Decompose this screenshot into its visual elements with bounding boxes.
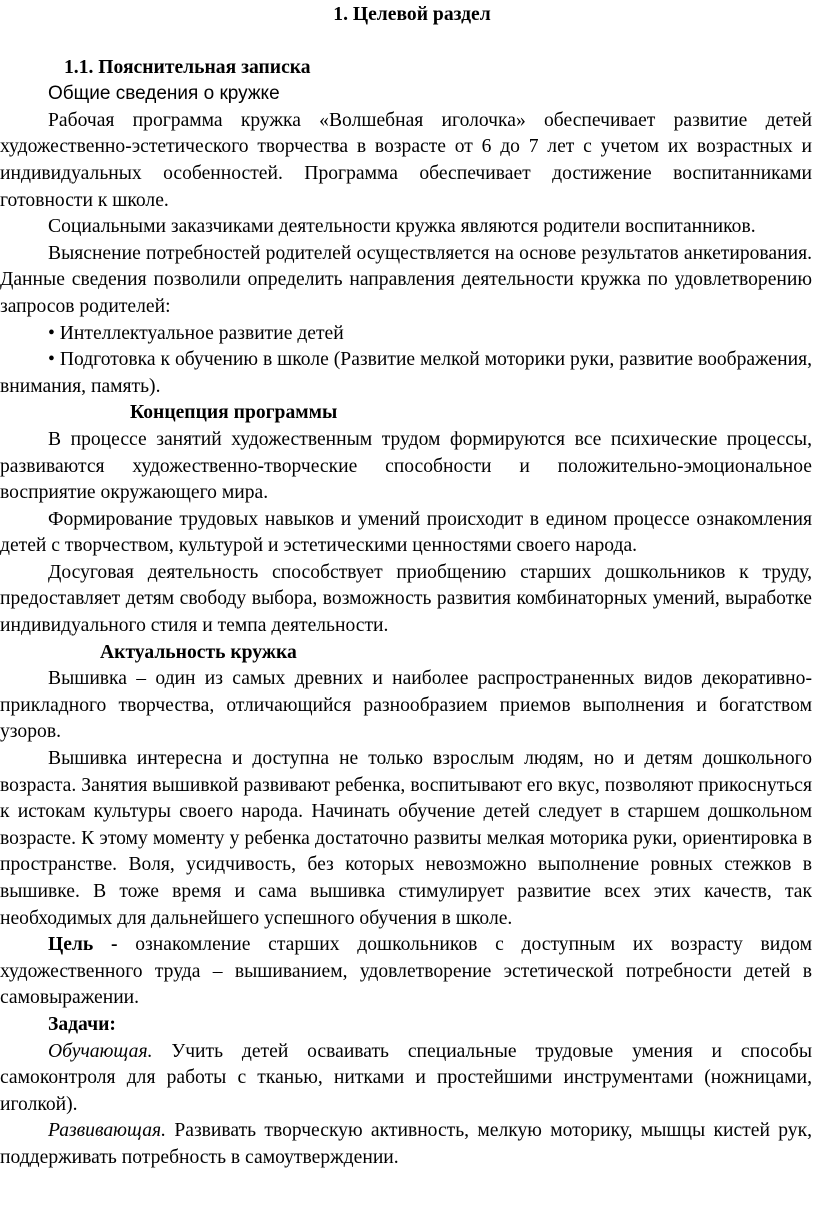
goal-text: ознакомление старших дошкольников с доступным их возрасту видом художественного труда – вышиванием, удовлетворение эстетической потребности детей в самовыражении. — [0, 934, 812, 1009]
paragraph-task-developmental — [0, 1118, 812, 1171]
concept-heading: Концепция программы — [130, 402, 338, 424]
general-info-heading: Общие сведения о кружке — [48, 83, 280, 105]
paragraph-task-educational — [0, 1039, 812, 1119]
paragraph-parents-needs: Выяснение потребностей родителей осуществляется на основе результатов анкетирования. Данные сведения позволили определить направления деятельности кружка по удовлетворению запросов родителей: — [0, 242, 812, 317]
document-body — [0, 2, 815, 1172]
paragraph-concept-2: Формирование трудовых навыков и умений происходит в едином процессе ознакомления детей с творчеством, культурой и эстетическими ценностями своего народа. — [0, 508, 812, 557]
list-item-intellectual: • Интеллектуальное развитие детей — [48, 322, 344, 344]
relevance-heading: Актуальность кружка — [100, 641, 297, 663]
paragraph-relevance-1: Вышивка – один из самых древних и наиболее распространенных видов декоративно-прикладного творчества, отличающийся разнообразием приемов выполнения и богатством узоров. — [0, 668, 812, 743]
paragraph-goal — [0, 932, 812, 1012]
task-developmental-label: Развивающая. — [48, 1120, 167, 1142]
paragraph-concept-1: В процессе занятий художественным трудом формируются все психические процессы, развиваются художественно-творческие способности и положительно-эмоциональное восприятие окружающего мира. — [0, 428, 812, 504]
paragraph-relevance-2: Вышивка интересна и доступна не только взрослым людям, но и детям дошкольного возраста. Занятия вышивкой развивают ребенка, воспитывают его вкус, позволяют прикоснуться к истокам культуры своего народа. Начинать обучение детей следует в старшем дошкольном возрасте. К этому моменту у ребенка достаточно развиты мелкая моторика руки, ориентировка в пространстве. Воля, усидчивость, без которых невозможно выполнение ровных стежков в вышивке. В тоже время и сама вышивка стимулирует развитие всех этих качеств, так необходимых для дальнейшего успешного обучения в школе. — [0, 748, 812, 929]
task-educational-label: Обучающая. — [48, 1040, 153, 1062]
section-heading: 1. Целевой раздел — [333, 4, 491, 25]
subsection-heading: 1.1. Пояснительная записка — [64, 56, 311, 78]
tasks-heading: Задачи: — [48, 1013, 116, 1035]
paragraph-social-customers: Социальными заказчиками деятельности кружка являются родители воспитанников. — [48, 216, 756, 238]
list-item-school-prep: • Подготовка к обучению в школе (Развитие мелкой моторики руки, развитие воображения, внимания, память). — [0, 349, 812, 397]
goal-label: Цель - — [48, 934, 118, 956]
paragraph-program-description: Рабочая программа кружка «Волшебная иголочка» обеспечивает развитие детей художественно-эстетического творчества в возрасте от 6 до 7 лет с учетом их возрастных и индивидуальных особенностей. Программа обеспечивает достижение воспитанниками готовности к школе. — [0, 109, 812, 211]
task-educational-text: Учить детей осваивать специальные трудовые умения и способы самоконтроля для работы с тканью, нитками и простейшими инструментами (ножницами, иголкой). — [0, 1040, 812, 1115]
paragraph-concept-3: Досуговая деятельность способствует приобщению старших дошкольников к труду, предоставляет детям свободу выбора, возможность развития комбинаторных умений, выработке индивидуального стиля и темпа деятельности. — [0, 561, 812, 637]
task-developmental-text: Развивать творческую активность, мелкую моторику, мышцы кистей рук, поддерживать потребность в самоутверждении. — [0, 1120, 812, 1168]
